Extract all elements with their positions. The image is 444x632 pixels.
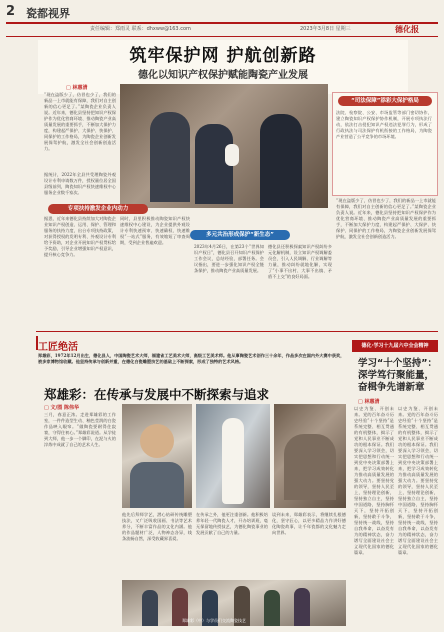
header-date: 2023年3月8日 星期三	[300, 26, 351, 32]
section-tag-support: 专项扶持激发企业内动力	[48, 204, 148, 214]
right-column-text-1: 以史为鉴、开创未来。党的百年奋斗历史经验“十个坚持”是系统完整、相互贯通的有机整体，揭示了党和人民事业不断成功的根本保证。我们要深入学习领会，切实把思想和行动统一到党中央决策部署上来，把学习成效转化为推动高质量发展的强大动力。要坚持党的领导，坚持人民至上，坚持理论创新，坚持独立自主，坚持中国道路，坚持胸怀天下，坚持开拓创新，坚持敢于斗争，坚持统一战线，坚持自我革命，以奋发有为的精神状态，奋力谱写全面建设社会主义现代化国家的德化篇章。	[354, 406, 394, 555]
white-porcelain-figure	[222, 418, 244, 504]
figure-shape	[150, 112, 190, 202]
porcelain-piece	[225, 144, 239, 166]
figure-shape	[260, 114, 302, 208]
section-divider	[36, 331, 438, 332]
main-subheadline: 德化以知识产权保护赋能陶瓷产业发展	[138, 70, 308, 81]
right-column-text-2: 以史为鉴、开创未来。党的百年奋斗历史经验“十个坚持”是系统完整、相互贯通的有机整体，揭示了党和人民事业不断成功的根本保证。我们要深入学习领会，切实把思想和行动统一到党中央决策部署上来，把学习成效转化为推动高质量发展的强大动力。要坚持党的领导，坚持人民至上，坚持理论创新，坚持独立自主，坚持中国道路，坚持胸怀天下，坚持开拓创新，坚持敢于斗争，坚持统一战线，坚持自我革命，以奋发有为的精神状态，奋力谱写全面建设社会主义现代化国家的德化篇章。	[398, 406, 438, 555]
section-tag-governance: 多元共治形成保护“新生态”	[190, 230, 290, 240]
group-photo	[122, 580, 346, 626]
header-meta: 责任编辑：郑雨灵 联系：dhxww@163.com	[90, 26, 191, 32]
main-photo	[120, 84, 328, 208]
workshop-photo	[274, 404, 346, 508]
main-body-lead: “现在盗版少了，仿冒也少了，我们的新品一上市就能有保障，我们对自主创新的信心更足了。”某陶瓷企业负责人说。近年来，德化县坚持把知识产权保护作为优化营商环境、推动陶瓷产业高质量发展的重要抓手，不断加大保护力度，构建起严保护、大保护、快保护、同保护的工作格局，为陶瓷企业创新发展保驾护航，激发全社会创新创造活力。	[44, 92, 116, 151]
gongjiang-text-a: 三月，春意正浓。走进郑雄彩的工作室，一件件造型生动、釉色莹润的白瓷作品映入眼帘。“做陶瓷要耐得住寂寞，守得住初心。”郑雄彩说道。从学徒到大师，他一步一个脚印，在泥与火的淬炼中成就了自己的艺术人生。	[44, 412, 116, 447]
gongjiang-text-b: 他先后拜师学艺，潜心钻研传统雕塑技法，又广泛吸收国画、书法等艺术养分，不断丰富作品的文化内涵。他的作品题材广泛，人物神态各异，线条流畅自然，深受收藏界喜爱。	[122, 512, 192, 541]
sculpture-photo	[196, 404, 270, 508]
main-body-stats: 据统计，2022年全县共受理陶瓷外观设计专利申请数万件，授权量位居全国县级前列，陶瓷知识产权快速维权中心服务企业数千家次。	[44, 172, 116, 195]
artisan-figure	[284, 434, 336, 500]
gongjiang-text-d: 谈到未来，郑雄彩表示，将继续扎根德化，坚守匠心，以更多精品力作讲好德化陶瓷故事，让千年瓷都的文化魅力走向世界。	[272, 512, 346, 535]
person-shape	[142, 590, 158, 626]
article-column-3: 2023年4月26日，在第23个“世界知识产权日”，德化县召开知识产权保护工作会议，总结经验，部署任务。会议指出，要进一步强化知识产权全链条保护，推动陶瓷产业高质量发展。	[194, 244, 264, 273]
main-headline: 筑牢保护网 护航创新路	[129, 46, 317, 66]
gongjiang-intro: 郑雄彩，1972年12月出生，德化县人，中国陶瓷艺术大师，福建省工艺美术大师，高级工艺美术师。他从事陶瓷艺术创作三十余年，作品多次在国内外大赛中获奖，被多家博物馆收藏。他坚持传承与创新并重，在德化白瓷雕塑技艺的基础上不断探索，形成了独特的艺术风格。	[38, 353, 345, 364]
article-column-4: 德化县还积极探索知识产权纠纷多元化解机制，设立知识产权调解委员会，引入人民调解、行业调解等力量，推动纠纷就地化解，实现了“小事不出村、大事不出镇、矛盾不上交”的良好局面。	[268, 244, 332, 279]
right-column-byline: □ 林惠清	[358, 399, 380, 405]
header-rule-bottom	[6, 36, 438, 37]
section-title: 瓷都视界	[26, 7, 70, 20]
portrait-photo	[122, 404, 192, 508]
gongjiang-byline: □ 文/图 陈伟华	[44, 405, 80, 411]
portrait-body	[130, 462, 184, 508]
right-column-headline: 学习“十个坚持”：深学笃行聚能量，奋楫争先谱新章	[358, 358, 437, 393]
header-rule	[6, 22, 438, 24]
gongjiang-headline: 郑雄彩：在传承与发展中不断探索与追求	[44, 387, 270, 402]
group-photo-caption: 郑雄彩（中）与学员们交流陶瓷技艺	[182, 618, 246, 623]
person-shape	[294, 588, 310, 626]
article-column-2: 同时，县里积极推动陶瓷知识产权快速维权中心建设，为企业提供外观设计专利快速预审、快速确权、快速维权“一站式”服务，有效缩短了审查周期，受到企业普遍欢迎。	[120, 216, 190, 245]
newspaper-logo: 德化报	[395, 24, 419, 34]
article-column-1: 据悉，近年来德化县持续加大对陶瓷企业知识产权创造、运用、保护、管理和服务的扶持力度，出台专项扶持政策，对获得授权的发明专利、外观设计专利给予资助，对企业开展知识产权贯标给予奖励，引导企业增强知识产权意识，提升核心竞争力。	[44, 216, 116, 257]
page-header	[0, 0, 444, 40]
right-column-header: 德化·学习十九届六中全会精神	[352, 340, 438, 352]
article-column-5: “现在盗版少了，仿冒也少了，我们的新品一上市就能有保障，我们对自主创新的信心更足了。”某陶瓷企业负责人说。近年来，德化县坚持把知识产权保护作为优化营商环境、推动陶瓷产业高质量发展的重要抓手，不断加大保护力度，构建起严保护、大保护、快保护、同保护的工作格局，为陶瓷企业创新发展保驾护航，激发全社会创新创造活力。	[336, 198, 436, 239]
sidebar-text: 法院、检察院、公安、市场监管等部门密切协作，建立陶瓷知识产权保护协作机制，开展专项执法行动，依法打击侵犯知识产权违法犯罪行为，形成了行政执法与司法保护有机衔接的工作格局，为陶瓷产业营造了公平竞争的市场环境。	[336, 110, 432, 139]
portrait-face	[140, 424, 174, 458]
page-number: 2	[6, 4, 16, 19]
main-byline: □ 林惠清	[66, 85, 88, 91]
gongjiang-text-c: 在传承之外，他更注重创新。他积极培养年轻一代陶瓷人才，开办培训班，毫无保留地传授技艺，为德化陶瓷事业的发展贡献了自己的力量。	[196, 512, 268, 535]
section-label-gongjiang: 工匠绝活	[38, 342, 78, 353]
sidebar-tag: “司法保障”添彩大保护格局	[338, 96, 432, 106]
person-shape	[264, 590, 280, 626]
